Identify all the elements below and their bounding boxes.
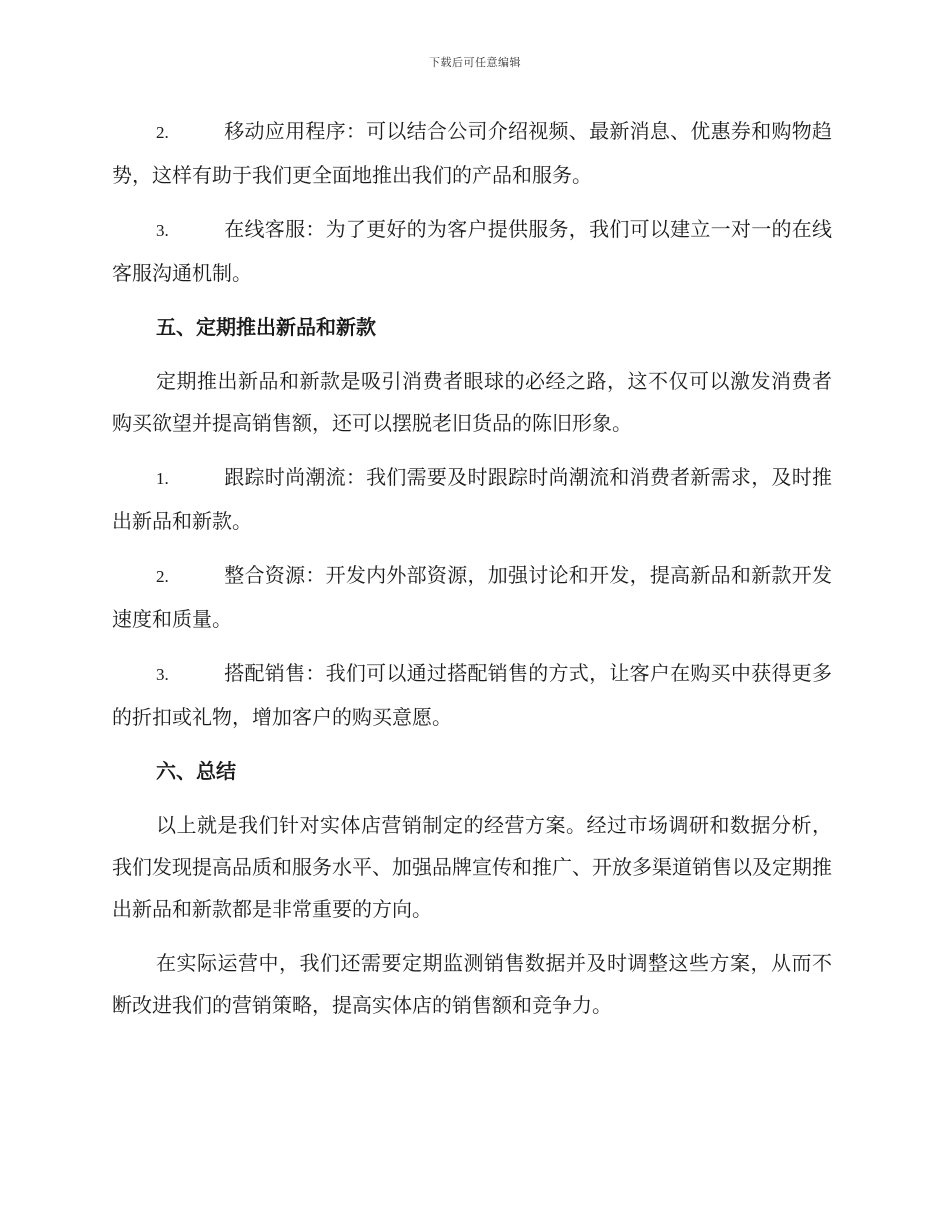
section-heading-new-products: 五、定期推出新品和新款 [156, 315, 376, 339]
list-item-text: 搭配销售：我们可以通过搭配销售的方式，让客户在购买中获得更多的折扣或礼物，增加客户的购买意愿。 [112, 661, 832, 729]
section-heading-summary: 六、总结 [156, 759, 236, 783]
list-item-mobile-app [112, 110, 832, 196]
list-number: 3. [156, 221, 169, 240]
paragraph-new-products: 定期推出新品和新款是吸引消费者眼球的必经之路，这不仅可以激发消费者购买欲望并提高销售额，还可以摆脱老旧货品的陈旧形象。 [112, 369, 832, 435]
list-number: 1. [156, 469, 169, 488]
list-number: 2. [156, 567, 169, 586]
list-number: 3. [156, 665, 169, 684]
list-item-text: 整合资源：开发内外部资源，加强讨论和开发，提高新品和新款开发速度和质量。 [112, 563, 832, 631]
document-body [112, 110, 832, 1038]
list-item-online-service [112, 208, 832, 294]
list-item-integrate-resources [112, 554, 832, 640]
paragraph-summary-2: 在实际运营中，我们还需要定期监测销售数据并及时调整这些方案，从而不断改进我们的营销策略，提高实体店的销售额和竞争力。 [112, 951, 832, 1017]
list-item-text: 跟踪时尚潮流：我们需要及时跟踪时尚潮流和消费者新需求，及时推出新品和新款。 [112, 465, 832, 533]
list-item-track-trends [112, 456, 832, 542]
paragraph-summary-1: 以上就是我们针对实体店营销制定的经营方案。经过市场调研和数据分析，我们发现提高品质和服务水平、加强品牌宣传和推广、开放多渠道销售以及定期推出新品和新款都是非常重要的方向。 [112, 813, 832, 921]
list-number: 2. [156, 123, 169, 142]
list-item-text: 在线客服：为了更好的为客户提供服务，我们可以建立一对一的在线客服沟通机制。 [112, 217, 832, 285]
list-item-text: 移动应用程序：可以结合公司介绍视频、最新消息、优惠券和购物趋势，这样有助于我们更全面地推出我们的产品和服务。 [112, 119, 832, 187]
page-header: 下载后可任意编辑 [429, 56, 521, 69]
list-item-bundle-sales [112, 652, 832, 738]
